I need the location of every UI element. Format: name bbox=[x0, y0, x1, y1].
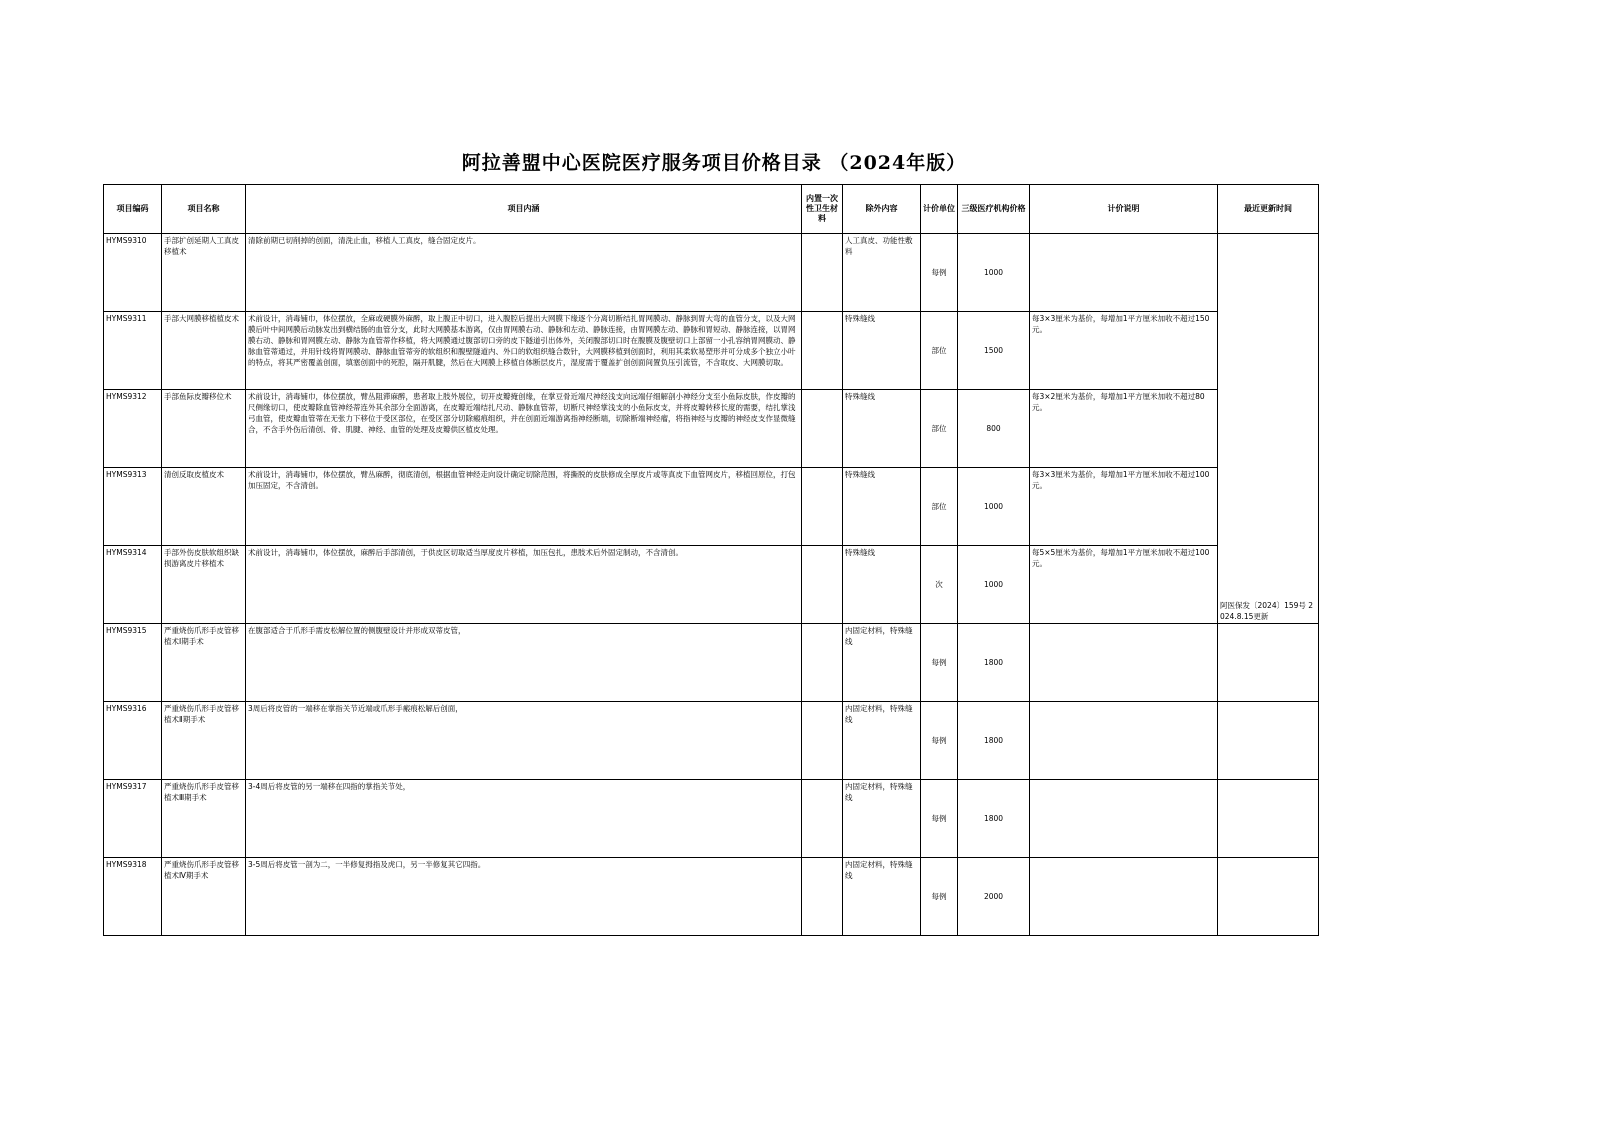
cell-unit: 每例 bbox=[921, 702, 958, 780]
cell-content: 3-5周后将皮管一剖为二，一半修复拇指及虎口，另一半修复其它四指。 bbox=[246, 858, 802, 936]
cell-name: 手部鱼际皮瓣移位术 bbox=[162, 390, 246, 468]
header-price: 三级医疗机构价格 bbox=[958, 185, 1030, 234]
cell-unit: 每例 bbox=[921, 780, 958, 858]
header-code: 项目编码 bbox=[104, 185, 162, 234]
table-row bbox=[104, 468, 1319, 546]
cell-material bbox=[802, 858, 843, 936]
header-material: 内置一次性卫生材料 bbox=[802, 185, 843, 234]
table-row bbox=[104, 390, 1319, 468]
document-title: 阿拉善盟中心医院医疗服务项目价格目录 （2024年版） bbox=[461, 152, 967, 174]
cell-updated bbox=[1218, 702, 1319, 780]
cell-excluded: 人工真皮、功能性敷料 bbox=[843, 234, 921, 312]
cell-code: HYMS9311 bbox=[104, 312, 162, 390]
cell-note bbox=[1030, 234, 1218, 312]
header-name: 项目名称 bbox=[162, 185, 246, 234]
cell-code: HYMS9313 bbox=[104, 468, 162, 546]
cell-content: 术前设计，消毒铺巾，体位摆放，麻醉后手部清创，于供皮区切取适当厚度皮片移植，加压包扎，患肢术后外固定制动，不含清创。 bbox=[246, 546, 802, 624]
cell-code: HYMS9314 bbox=[104, 546, 162, 624]
cell-content: 3-4周后将皮管的另一端移在四指的掌指关节处， bbox=[246, 780, 802, 858]
cell-code: HYMS9317 bbox=[104, 780, 162, 858]
cell-price: 1000 bbox=[958, 234, 1030, 312]
table-row bbox=[104, 858, 1319, 936]
cell-code: HYMS9310 bbox=[104, 234, 162, 312]
cell-price: 1500 bbox=[958, 312, 1030, 390]
cell-excluded: 内固定材料，特殊缝线 bbox=[843, 780, 921, 858]
header-unit: 计价单位 bbox=[921, 185, 958, 234]
cell-note: 每3×3厘米为基价，每增加1平方厘米加收不超过100元。 bbox=[1030, 468, 1218, 546]
cell-price: 1800 bbox=[958, 780, 1030, 858]
cell-note bbox=[1030, 780, 1218, 858]
cell-name: 手部扩创延期人工真皮移植术 bbox=[162, 234, 246, 312]
cell-unit: 部位 bbox=[921, 468, 958, 546]
cell-name: 严重烧伤爪形手皮管移植术Ⅳ期手术 bbox=[162, 858, 246, 936]
cell-content: 3周后将皮管的一端移在掌指关节近端或爪形手瘢痕松解后创面， bbox=[246, 702, 802, 780]
table-row bbox=[104, 546, 1319, 624]
cell-content: 术前设计，消毒铺巾，体位摆放，臂丛麻醉，彻底清创，根据血管神经走向设计确定切除范围，将撕脱的皮肤修成全厚皮片或等真皮下血管网皮片，移植回原位，打包加压固定，不含清创。 bbox=[246, 468, 802, 546]
cell-updated bbox=[1218, 624, 1319, 702]
header-note: 计价说明 bbox=[1030, 185, 1218, 234]
cell-content: 术前设计，消毒铺巾，体位摆放，臂丛阻滞麻醉，患者取上肢外展位，切开皮瓣掩创缘，在掌豆骨近端尺神经浅支向远端仔细解剖小神经分支至小鱼际皮肤，作皮瓣的尺侧缘切口，使皮瓣除血管神经蒂连外其余部分全面游离，在皮瓣近端结扎尺动、静脉血管蒂，切断尺神经掌浅支的小鱼际皮支，并将皮瓣转移长度的需要，结扎掌浅弓血管，使皮瓣血管蒂在无张力下移位于受区部位，在受区部分切除瘢痕组织，并在创面近端游离指神经断端，切除断端神经瘤，将指神经与皮瓣的神经皮支作显微缝合，不含手外伤后清创、骨、肌腱、神经、血管的处理及皮瓣供区植皮处理。 bbox=[246, 390, 802, 468]
cell-price: 2000 bbox=[958, 858, 1030, 936]
cell-unit: 部位 bbox=[921, 312, 958, 390]
table-row bbox=[104, 234, 1319, 312]
cell-material bbox=[802, 390, 843, 468]
cell-price: 800 bbox=[958, 390, 1030, 468]
cell-name: 手部大网膜移植植皮术 bbox=[162, 312, 246, 390]
cell-excluded: 内固定材料，特殊缝线 bbox=[843, 702, 921, 780]
cell-material bbox=[802, 546, 843, 624]
cell-excluded: 特殊缝线 bbox=[843, 390, 921, 468]
cell-material bbox=[802, 234, 843, 312]
cell-excluded: 特殊缝线 bbox=[843, 312, 921, 390]
cell-note: 每3×2厘米为基价，每增加1平方厘米加收不超过80元。 bbox=[1030, 390, 1218, 468]
cell-code: HYMS9318 bbox=[104, 858, 162, 936]
cell-unit: 每例 bbox=[921, 858, 958, 936]
cell-name: 手部外伤皮肤软组织缺损游离皮片移植术 bbox=[162, 546, 246, 624]
cell-excluded: 内固定材料，特殊缝线 bbox=[843, 624, 921, 702]
cell-code: HYMS9312 bbox=[104, 390, 162, 468]
table-row bbox=[104, 702, 1319, 780]
cell-name: 严重烧伤爪形手皮管移植术Ⅲ期手术 bbox=[162, 780, 246, 858]
cell-material bbox=[802, 780, 843, 858]
cell-unit: 部位 bbox=[921, 390, 958, 468]
cell-note: 每3×3厘米为基价，每增加1平方厘米加收不超过150元。 bbox=[1030, 312, 1218, 390]
cell-name: 严重烧伤爪形手皮管移植术Ⅰ期手术 bbox=[162, 624, 246, 702]
cell-material bbox=[802, 468, 843, 546]
cell-excluded: 内固定材料，特殊缝线 bbox=[843, 858, 921, 936]
table-header-row bbox=[104, 185, 1319, 234]
cell-note bbox=[1030, 624, 1218, 702]
cell-content: 清除前期已切削掉的创面，清洗止血，移植人工真皮，缝合固定皮片。 bbox=[246, 234, 802, 312]
cell-excluded: 特殊缝线 bbox=[843, 546, 921, 624]
cell-note bbox=[1030, 702, 1218, 780]
cell-note: 每5×5厘米为基价，每增加1平方厘米加收不超过100元。 bbox=[1030, 546, 1218, 624]
price-table bbox=[103, 184, 1319, 936]
cell-note bbox=[1030, 858, 1218, 936]
cell-material bbox=[802, 702, 843, 780]
cell-update-note: 阿医保发〔2024〕159号 2024.8.15更新 bbox=[1218, 234, 1319, 624]
cell-price: 1000 bbox=[958, 546, 1030, 624]
cell-price: 1000 bbox=[958, 468, 1030, 546]
cell-price: 1800 bbox=[958, 702, 1030, 780]
cell-name: 严重烧伤爪形手皮管移植术Ⅱ期手术 bbox=[162, 702, 246, 780]
cell-updated bbox=[1218, 780, 1319, 858]
table-row bbox=[104, 780, 1319, 858]
cell-updated bbox=[1218, 858, 1319, 936]
cell-price: 1800 bbox=[958, 624, 1030, 702]
cell-content: 在腹部适合于爪形手需皮松解位置的侧腹壁设计并形成双蒂皮管， bbox=[246, 624, 802, 702]
cell-material bbox=[802, 312, 843, 390]
header-excluded: 除外内容 bbox=[843, 185, 921, 234]
cell-excluded: 特殊缝线 bbox=[843, 468, 921, 546]
table-row bbox=[104, 624, 1319, 702]
table-row bbox=[104, 312, 1319, 390]
cell-material bbox=[802, 624, 843, 702]
cell-unit: 次 bbox=[921, 546, 958, 624]
header-updated: 最近更新时间 bbox=[1218, 185, 1319, 234]
cell-name: 清创反取皮植皮术 bbox=[162, 468, 246, 546]
header-content: 项目内涵 bbox=[246, 185, 802, 234]
cell-unit: 每例 bbox=[921, 234, 958, 312]
cell-content: 术前设计，消毒铺巾，体位摆放，全麻或硬膜外麻醉，取上腹正中切口，进入腹腔后提出大网膜下缘逐个分离切断结扎胃网膜动、静脉到胃大弯的血管分支，以及大网膜后叶中间网膜后动脉发出到横结肠的血管分支，此时大网膜基本游离，仅由胃网膜右动、静脉和左动、静脉连接，由胃网膜左动、静脉和胃短动、静脉连接，以胃网膜右动、静脉和胃网膜左动、静脉为血管蒂作移植，将大网膜通过腹部切口旁的皮下隧道引出体外，关闭腹部切口时在腹膜及腹壁切口上部留一小孔容纳胃网膜动、静脉血管蒂通过，并用针线将胃网膜动、静脉血管蒂旁的软组织和腹壁隧道内、外口的软组织缝合数针，大网膜移植到创面时，利用其柔软易塑形并可分成多个独立小叶的特点，将其严密覆盖创面，填塞创面中的死腔，隔开肌腱，然后在大网膜上移植自体断层皮片，湿度需于覆盖扩创创面间置负压引流管，不含取皮、大网膜切取。 bbox=[246, 312, 802, 390]
cell-unit: 每例 bbox=[921, 624, 958, 702]
cell-code: HYMS9316 bbox=[104, 702, 162, 780]
cell-code: HYMS9315 bbox=[104, 624, 162, 702]
